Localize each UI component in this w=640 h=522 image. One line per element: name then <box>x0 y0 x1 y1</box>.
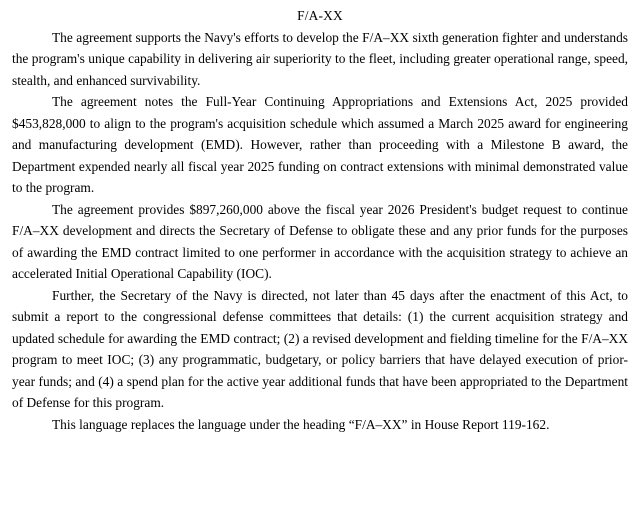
paragraph-appropriations-note: The agreement notes the Full-Year Continuing Appropriations and Extensions Act, 2025 provided $453,828,000 to align to the program's acquisition schedule which assumed a March 2025 award for engineering and manufacturing development (EMD). However, rather than proceeding with a Milestone B award, the Department expended nearly all fiscal year 2025 funding on contract extensions with minimal demonstrated value to the program. <box>12 94 628 195</box>
paragraph-report-directive: Further, the Secretary of the Navy is directed, not later than 45 days after the enactment of this Act, to submit a report to the congressional defense committees that details: (1) the current acquisition strategy and updated schedule for awarding the EMD contract; (2) a revised development and fielding timeline for the F/A–XX program to meet IOC; (3) any programmatic, budgetary, or policy barriers that have delayed execution of prior-year funds; and (4) a spend plan for the active year additional funds that have been appropriated to the Department of Defense for this program. <box>12 287 628 410</box>
paragraph-language-replacement: This language replaces the language under the heading “F/A–XX” in House Report 119-162. <box>52 416 550 432</box>
paragraph-funding-provision: The agreement provides $897,260,000 above the fiscal year 2026 President's budget request to continue F/A–XX development and directs the Secretary of Defense to obligate these and any prior funds for the purposes of awarding the EMD contract limited to one performer in accordance with the acquisition strategy to achieve an accelerated Initial Operational Capability (IOC). <box>12 201 628 281</box>
document-title: F/A-XX <box>297 8 343 23</box>
paragraph-agreement-support: The agreement supports the Navy's efforts to develop the F/A–XX sixth generation fighter and understands the program's unique capability in delivering air superiority to the fleet, including greater operational range, speed, stealth, and enhanced survivability. <box>12 29 628 88</box>
